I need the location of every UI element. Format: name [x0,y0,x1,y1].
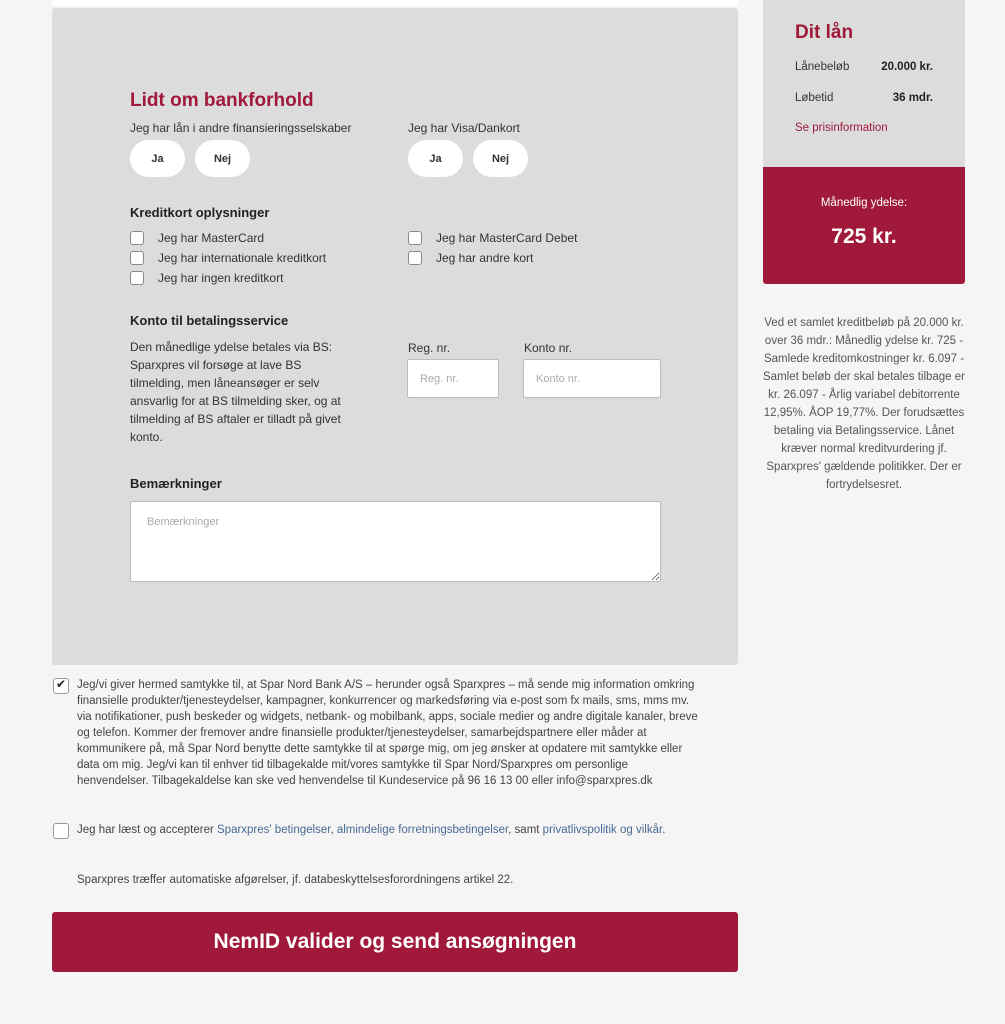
international-cards-checkbox[interactable] [130,251,144,265]
other-cards-label: Jeg har andre kort [436,251,534,265]
business-terms-link[interactable]: almindelige forretningsbetingelser [336,824,509,836]
privacy-policy-link[interactable]: privatlivspolitik og vilkår [542,824,663,836]
reg-number-label: Reg. nr. [408,341,451,355]
terms-end: . [662,824,666,836]
mastercard-debit-checkbox[interactable] [408,231,422,245]
account-number-input[interactable] [523,359,661,398]
visa-label: Jeg har Visa/Dankort [408,121,520,135]
other-cards-checkbox[interactable] [408,251,422,265]
visa-no-button[interactable]: Nej [473,140,528,177]
terms-prefix: Jeg har læst og accepterer [77,824,217,836]
sparxpres-terms-link[interactable]: Sparxpres' betingelser [217,824,331,836]
loan-term-label: Løbetid [795,92,834,104]
remarks-textarea[interactable] [130,501,661,582]
monthly-payment-label: Månedlig ydelse: [820,197,908,209]
mastercard-debit-label: Jeg har MasterCard Debet [436,231,578,245]
reg-number-input[interactable] [407,359,499,398]
marketing-consent-checkbox[interactable] [53,678,69,694]
other-loans-no-button[interactable]: Nej [195,140,250,177]
terms-separator: , [330,824,337,836]
account-number-label: Konto nr. [524,341,573,355]
other-loans-label: Jeg har lån i andre finansieringsselskaber [130,121,352,135]
no-cards-checkbox[interactable] [130,271,144,285]
marketing-consent-text: Jeg/vi giver hermed samtykke til, at Spar Nord Bank A/S – herunder også Sparxpres – må sende mig information omkring finansielle produkter/tjenesteydelser, kampagner, konkurrencer og markedsføring via e-post som fx mails, sms, mms mv. via notifikationer, push beskeder og widgets, netbank- og mobilbank, apps, sociale medier og andre digitale kanaler, breve og telefon. Kommer der fremover andre finansielle produkter/tjenesteydelser, samarbejdspartnere eller måder at kommunikere på, må Spar Nord benytte dette samtykke til at spørge mig, om jeg ønsker at opdatere mit samtykke eller data om mig. Jeg/vi kan til enhver tid tilbagekalde mit/vores samtykke til Spar Nord/Sparxpres om personlige henvendelser. Tilbagekaldelse kan ske ved henvendelse til Kundeservice på 96 16 13 00 eller info@sparxpres.dk [77,679,698,787]
terms-checkbox[interactable] [53,823,69,839]
payment-service-text: Den månedlige ydelse betales via BS: Sparxpres vil forsøge at lave BS tilmelding, men låneansøger er selv ansvarlig for at BS tilmelding sker, og at tilmelding af BS aftaler er tilladt på givet konto. [130,340,341,444]
mastercard-label: Jeg har MasterCard [158,231,265,245]
remarks-title: Bemærkninger [130,476,222,491]
payment-service-title: Konto til betalingsservice [130,313,289,328]
credit-cards-title: Kreditkort oplysninger [130,205,270,220]
visa-yes-button[interactable]: Ja [408,140,463,177]
loan-term-value: 36 mdr. [892,92,933,104]
loan-summary-title: Dit lån [795,22,854,43]
terms-separator-2: , samt [508,824,543,836]
mastercard-checkbox[interactable] [130,231,144,245]
no-cards-label: Jeg har ingen kreditkort [158,271,284,285]
international-cards-label: Jeg har internationale kreditkort [158,251,327,265]
loan-amount-value: 20.000 kr. [881,61,933,73]
nemid-submit-button[interactable]: NemID valider og send ansøgningen [52,912,738,972]
price-info-link[interactable]: Se prisinformation [795,122,888,134]
terms-text [77,822,702,838]
form-title: Lidt om bankforhold [130,90,314,111]
checkmark-icon: ✔ [56,677,67,691]
top-divider [52,0,738,6]
loan-amount-label: Lånebeløb [795,61,850,73]
loan-terms-note: Ved et samlet kreditbeløb på 20.000 kr. over 36 mdr.: Månedlig ydelse kr. 725 - Samlede kreditomkostninger kr. 6.097 - Samlet beløb der skal betales tilbage er kr. 26.097 - Årlig variabel debitorrente 12,95%. ÅOP 19,77%. Der forudsættes betaling via Betalingsservice. Lånet kræver normal kreditvurdering jf. Sparxpres' gældende politikker. Der er fortrydelsesret. [763,317,965,491]
other-loans-yes-button[interactable]: Ja [130,140,185,177]
gdpr-notice: Sparxpres træffer automatiske afgørelser, jf. databeskyttelsesforordningens artikel 22. [77,874,514,886]
monthly-payment-value: 725 kr. [831,225,897,248]
loan-summary-box [763,0,965,167]
